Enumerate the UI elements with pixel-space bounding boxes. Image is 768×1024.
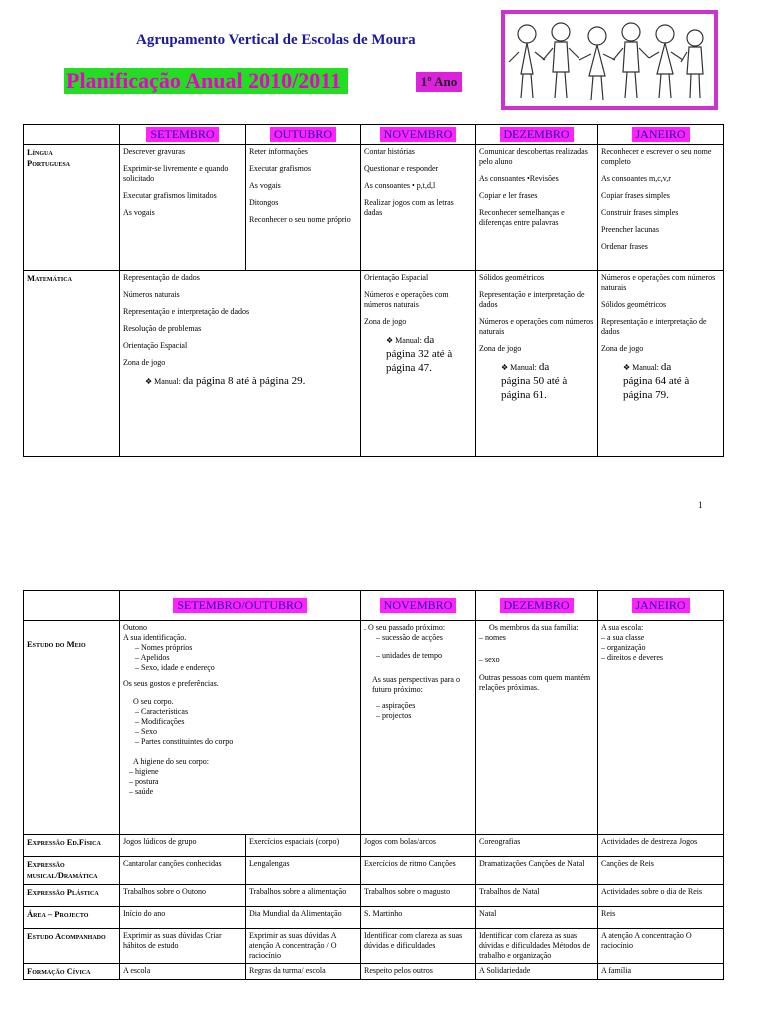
- cell-dezembro: Coreografias: [476, 835, 598, 857]
- matematica-dezembro: Sólidos geométricos Representação e interpretação de dados Números e operações com números naturais Zona de jogo ❖ Manual: da página 50 até à página 61.: [476, 271, 598, 457]
- cell-dezembro: Natal: [476, 907, 598, 929]
- cell-outubro: Trabalhos sobre a alimentação: [246, 885, 361, 907]
- month-header-setembro-outubro: SETEMBRO/OUTUBRO: [120, 591, 361, 621]
- cell-outubro: Regras da turma/ escola: [246, 964, 361, 980]
- annual-plan-table-1: [23, 124, 724, 457]
- cell-setembro: Cantarolar canções conhecidas: [120, 857, 246, 885]
- subject-estudo-acompanhado: Estudo Acompanhado: [24, 929, 120, 964]
- corner-cell: [24, 591, 120, 621]
- subject-matematica: Matemática: [24, 271, 120, 457]
- cell-janeiro: A atenção A concentração O raciocínio: [598, 929, 724, 964]
- cell-outubro: Dia Mundial da Alimentação: [246, 907, 361, 929]
- page-number: 1: [698, 500, 703, 510]
- corner-cell: [24, 125, 120, 145]
- lingua-outubro: Reter informações Executar grafismos As vogais Ditongos Reconhecer o seu nome próprio: [246, 145, 361, 271]
- cell-janeiro: Reis: [598, 907, 724, 929]
- annual-plan-table-2: [23, 590, 724, 980]
- month-header-dezembro: DEZEMBRO: [476, 591, 598, 621]
- estudo-setembro-outubro: Outono A sua identificação. – Nomes próprios – Apelidos – Sexo, idade e endereço Os seus gostos e preferências. O seu corpo. – Características – Modificações – Sexo – Partes constituintes do corpo A higiene do seu corpo: – higiene – postura – saúde: [120, 621, 361, 835]
- subject-area-projecto: Área – Projecto: [24, 907, 120, 929]
- manual-reference: ❖ Manual: da página 32 até à página 47.: [386, 334, 453, 374]
- estudo-novembro: . O seu passado próximo: – sucessão de acções – unidades de tempo As suas perspectivas para o futuro próximo: – aspirações – projectos: [361, 621, 476, 835]
- month-header-novembro: NOVEMBRO: [361, 125, 476, 145]
- subject-estudo-do-meio: Estudo do Meio: [24, 621, 120, 835]
- cell-setembro: Início do ano: [120, 907, 246, 929]
- cell-janeiro: A família: [598, 964, 724, 980]
- cell-dezembro: Identificar com clareza as suas dúvidas e dificuldades Métodos de trabalho e organização: [476, 929, 598, 964]
- subject-expressao-plastica: Expressão Plástica: [24, 885, 120, 907]
- lingua-setembro: Descrever gravuras Exprimir-se livremente e quando solicitado Executar grafismos limitados As vogais: [120, 145, 246, 271]
- subject-expressao-fisica: Expressão Ed.Física: [24, 835, 120, 857]
- cell-dezembro: A Solidariedade: [476, 964, 598, 980]
- cell-setembro: Exprimir as suas dúvidas Criar hábitos de estudo: [120, 929, 246, 964]
- cell-janeiro: Canções de Reis: [598, 857, 724, 885]
- subject-lingua-portuguesa: Língua Portuguesa: [24, 145, 120, 271]
- cell-janeiro: Actividades sobre o dia de Reis: [598, 885, 724, 907]
- cell-janeiro: Actividades de destreza Jogos: [598, 835, 724, 857]
- month-header-janeiro: JANEIRO: [598, 125, 724, 145]
- cell-dezembro: Trabalhos de Natal: [476, 885, 598, 907]
- matematica-novembro: Orientação Espacial Números e operações com números naturais Zona de jogo ❖ Manual: da página 32 até à página 47.: [361, 271, 476, 457]
- lingua-janeiro: Reconhecer e escrever o seu nome completo As consoantes m,c,v,r Copiar frases simples Construir frases simples Preencher lacunas Ordenar frases: [598, 145, 724, 271]
- lingua-novembro: Contar histórias Questionar e responder As consoantes • p,t,d,l Realizar jogos com as letras dadas: [361, 145, 476, 271]
- children-drawing-icon: [505, 14, 714, 106]
- lingua-dezembro: Comunicar descobertas realizadas pelo aluno As consoantes •Revisões Copiar e ler frases Reconhecer semelhanças e diferenças entre palavras: [476, 145, 598, 271]
- matematica-janeiro: Números e operações com números naturais Sólidos geométricos Representação e interpretação de dados Zona de jogo ❖ Manual: da página 64 até à página 79.: [598, 271, 724, 457]
- manual-reference: ❖ Manual: da página 8 até à página 29.: [145, 375, 306, 387]
- estudo-dezembro: Os membros da sua família: – nomes – sexo Outras pessoas com quem mantém relações próximas.: [476, 621, 598, 835]
- children-illustration: [501, 10, 718, 110]
- manual-reference: ❖ Manual: da página 64 até à página 79.: [623, 361, 690, 401]
- cell-novembro: Identificar com clareza as suas dúvidas e dificuldades: [361, 929, 476, 964]
- subject-expressao-musical: Expressão musical/Dramática: [24, 857, 120, 885]
- estudo-janeiro: A sua escola: – a sua classe – organização – direitos e deveres: [598, 621, 724, 835]
- month-header-dezembro: DEZEMBRO: [476, 125, 598, 145]
- grade-label: 1º Ano: [416, 72, 462, 92]
- matematica-setembro-outubro: Representação de dados Números naturais Representação e interpretação de dados Resolução de problemas Orientação Espacial Zona de jogo ❖ Manual: da página 8 até à página 29.: [120, 271, 361, 457]
- cell-novembro: Trabalhos sobre o magusto: [361, 885, 476, 907]
- cell-outubro: Exprimir as suas dúvidas A atenção A concentração / O raciocínio: [246, 929, 361, 964]
- month-header-novembro: NOVEMBRO: [361, 591, 476, 621]
- month-header-setembro: SETEMBRO: [120, 125, 246, 145]
- document-title: Planificação Anual 2010/2011: [64, 68, 348, 94]
- cell-novembro: S. Martinho: [361, 907, 476, 929]
- cell-setembro: A escola: [120, 964, 246, 980]
- cell-setembro: Trabalhos sobre o Outono: [120, 885, 246, 907]
- month-header-outubro: OUTUBRO: [246, 125, 361, 145]
- cell-novembro: Respeito pelos outros: [361, 964, 476, 980]
- subject-formacao-civica: Formação Cívica: [24, 964, 120, 980]
- cell-novembro: Exercícios de ritmo Canções: [361, 857, 476, 885]
- cell-dezembro: Dramatizações Canções de Natal: [476, 857, 598, 885]
- cell-novembro: Jogos com bolas/arcos: [361, 835, 476, 857]
- month-header-janeiro: JANEIRO: [598, 591, 724, 621]
- cell-setembro: Jogos lúdicos de grupo: [120, 835, 246, 857]
- school-name: Agrupamento Vertical de Escolas de Moura: [136, 32, 416, 48]
- cell-outubro: Exercícios espaciais (corpo): [246, 835, 361, 857]
- manual-reference: ❖ Manual: da página 50 até à página 61.: [501, 361, 568, 401]
- cell-outubro: Lengalengas: [246, 857, 361, 885]
